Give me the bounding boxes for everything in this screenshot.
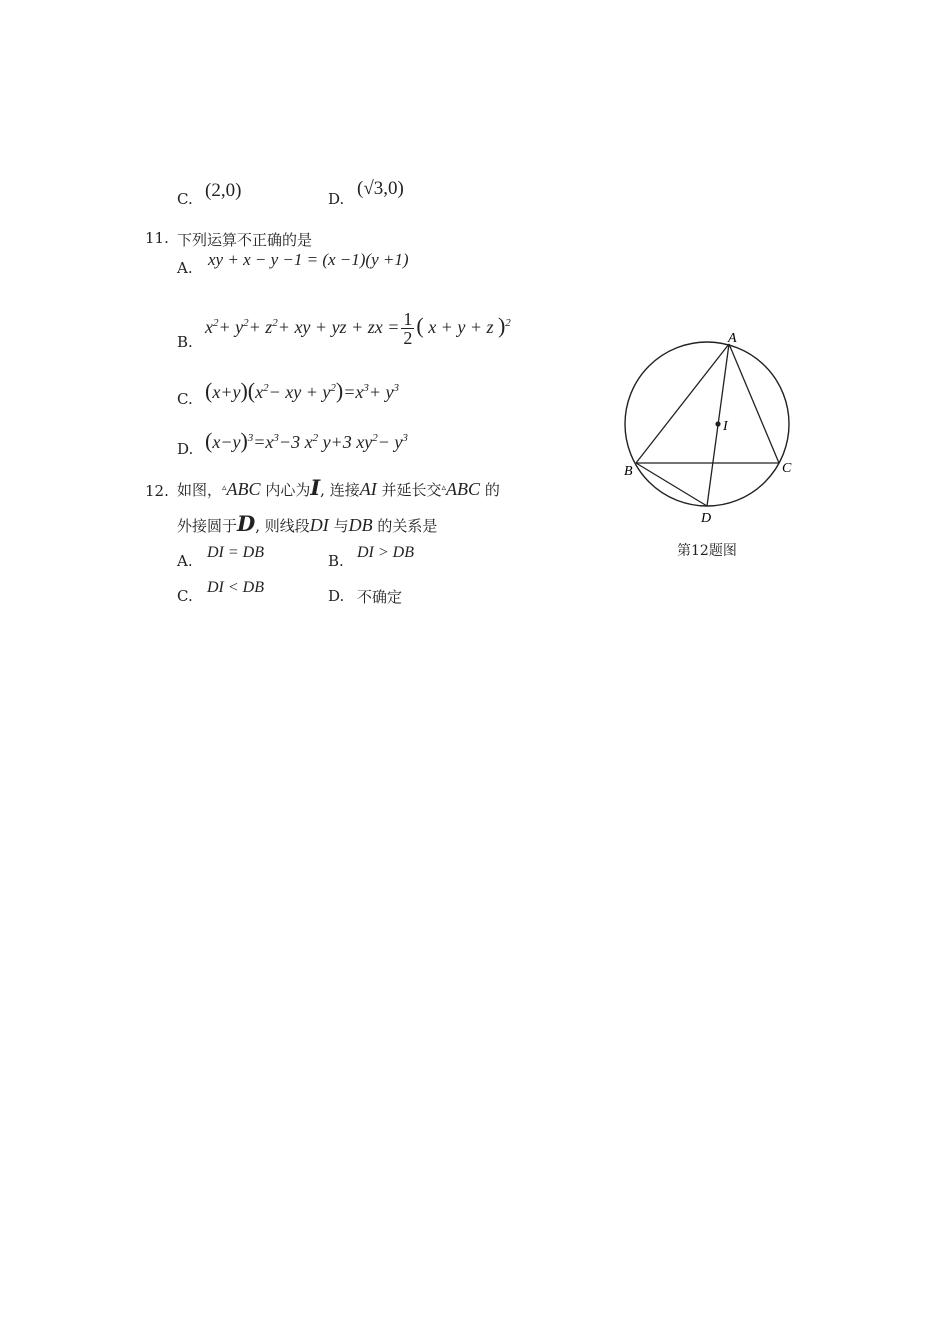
- q12-option-c-label: C.: [177, 587, 193, 605]
- q12-option-a-expr: DI = DB: [207, 544, 265, 561]
- q11-number: 11.: [145, 229, 169, 247]
- incenter-point: [715, 421, 720, 426]
- q12-figure: [600, 320, 820, 530]
- segment-ac: [729, 344, 779, 463]
- point-label-i: I: [723, 419, 728, 434]
- q12-stem-intro: 如图，: [177, 481, 223, 499]
- point-label-c: C: [782, 461, 792, 476]
- q12-option-c-expr: DI < DB: [207, 579, 265, 596]
- q11-option-d-label: D.: [177, 440, 194, 458]
- triangle-icon: ▵: [222, 483, 227, 493]
- q12-stem-line1: 如图，▵ABC 内心为I, 连接AI 并延长交▵ABC 的: [177, 475, 500, 500]
- q10-option-d-expr: (√3,0): [357, 178, 404, 199]
- q12-option-a-label: A.: [177, 552, 193, 570]
- q11-option-b-expr: $x^2+ y^2+ z^2+$ xy + yz + zx = $\frac{1}{2}$ ( x + y + z )$^2$: [205, 309, 511, 349]
- point-label-d: D: [701, 511, 712, 526]
- q11-option-b-label: B.: [177, 333, 193, 351]
- circumcircle: [625, 342, 789, 506]
- q11-option-a-label: A.: [177, 259, 193, 277]
- q12-number: 12.: [145, 482, 169, 500]
- figure-caption: 第12题图: [677, 543, 737, 559]
- q11-option-c-label: C.: [177, 390, 193, 408]
- q10-option-d-label: D.: [328, 190, 345, 208]
- q12-option-d-text: 不确定: [357, 588, 403, 606]
- q10-option-c-expr: (2,0): [205, 180, 242, 201]
- point-label-a: A: [728, 331, 737, 346]
- q12-stem-line2: 外接圆于D, 则线段DI 与DB 的关系是: [177, 511, 438, 536]
- q12-option-d-label: D.: [328, 587, 345, 605]
- q11-stem: 下列运算不正确的是: [177, 231, 313, 249]
- segment-bd: [636, 463, 707, 506]
- point-label-b: B: [624, 464, 633, 479]
- q10-option-c-label: C.: [177, 190, 193, 208]
- q11-option-a-expr: xy + x − y −1 = (x −1)(y +1): [208, 250, 409, 269]
- q11-option-d-expr: $(x-y)^3=x^3-3$ $x^2$ y+3 $xy^2- y^3$: [205, 428, 408, 453]
- q12-option-b-label: B.: [328, 552, 344, 570]
- q11-option-c-expr: $(x+y)(x^2-$ xy + $y^2)=x^3+ y^3$: [205, 378, 399, 403]
- q12-option-b-expr: DI > DB: [357, 544, 415, 561]
